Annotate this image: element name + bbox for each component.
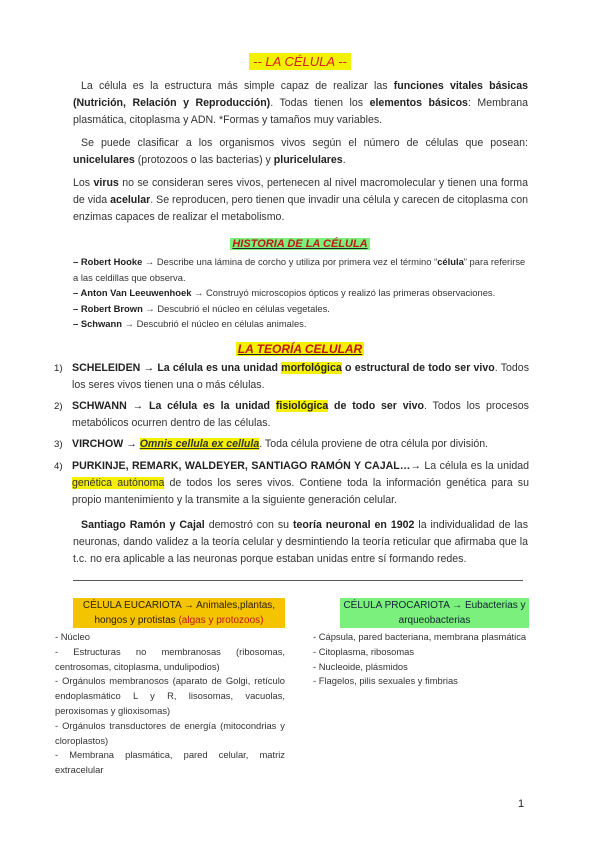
eukaryote-heading — [73, 598, 285, 628]
theory-item-1 — [54, 360, 529, 394]
prokaryote-heading: CÉLULA PROCARIOTA → Eubacterias y arqueobacterias — [340, 598, 529, 628]
intro-p2-bold2: pluricelulares — [273, 154, 343, 166]
intro-paragraph-2 — [73, 135, 528, 169]
cajal-bold: Santiago Ramón y Cajal — [81, 519, 205, 531]
intro-p1-text2: . Todas tienen los — [270, 97, 370, 109]
theory-bold: PURKINJE, REMARK, WALDEYER, SANTIAGO RAMÓN Y CAJAL… — [72, 460, 411, 472]
theory-number: 3) — [54, 439, 63, 450]
intro-p3-text: Los — [73, 177, 94, 189]
list-item: - Estructuras no membranosas (ribosomas, centrosomas, citoplasma, undulipodios) — [55, 645, 285, 672]
cajal-paragraph — [73, 517, 528, 568]
theory-number: 4) — [54, 461, 63, 472]
intro-p1-text: La célula es la estructura más simple capaz de realizar las — [81, 80, 394, 92]
theory-bold: SCHELEIDEN → La célula es una unidad — [72, 362, 282, 374]
theory-normal2: de todos los seres vivos. Contiene toda la información genética para su propio mantenimiento y la transmite a la siguiente generación celular. — [72, 477, 529, 506]
theory-text — [72, 458, 529, 509]
list-item: - Cápsula, pared bacteriana, membrana plasmática — [313, 631, 527, 642]
title-row — [0, 53, 600, 71]
list-item: - Membrana plasmática, pared celular, matriz extracelular — [55, 749, 285, 776]
theory-normal: . Toda célula proviene de otra célula por división. — [259, 438, 489, 450]
cajal-text: demostró con su — [204, 519, 293, 531]
intro-p1-bold2: elementos básicos — [369, 97, 468, 109]
history-item-name: – Schwann — [73, 318, 122, 329]
theory-item-2 — [54, 398, 529, 432]
history-list — [73, 254, 533, 332]
history-item — [73, 301, 533, 317]
list-item: - Orgánulos transductores de energía (mitocondrias y cloroplastos) — [55, 719, 285, 746]
theory-heading: LA TEORÍA CELULAR — [237, 342, 363, 356]
history-item-tail: ” para referirse a las celdillas que observa. — [73, 256, 526, 283]
theory-normal: . Todos los procesos metabólicos ocurren dentro de las células. — [72, 400, 529, 429]
theory-number: 1) — [54, 363, 63, 374]
list-item: - Citoplasma, ribosomas — [313, 645, 415, 657]
eukaryote-heading-a: CÉLULA EUCARIOTA → — [82, 600, 194, 611]
intro-p3-bold: virus — [93, 177, 119, 189]
history-heading: HISTORIA DE LA CÉLULA — [232, 238, 368, 250]
cajal-text2: la individualidad de las neuronas, dando validez a la teoría celular y desmintiendo la teoría reticular que afirmaba que la t.c. no era aplicable a las neuronas porque estaban unidas entre sí formando redes. — [73, 519, 528, 565]
section-divider — [73, 580, 523, 581]
theory-normal: → La célula es la unidad — [410, 460, 529, 472]
history-item — [73, 316, 533, 332]
intro-paragraph-1 — [73, 78, 528, 129]
theory-item-3 — [54, 436, 529, 453]
history-item-name: – Anton Van Leeuwenhoek — [73, 287, 192, 298]
list-item: - Flagelos, pilis sexuales y fimbrias — [313, 675, 458, 687]
theory-highlight: morfológica — [281, 362, 342, 374]
eukaryote-list — [55, 630, 285, 778]
theory-highlight: fisiológica — [275, 400, 329, 412]
list-item: - Orgánulos membranosos (aparato de Golgi, retículo endoplasmático L y R, lisosomas, vacuolas, peroxisomas y glioxisomas) — [55, 675, 285, 716]
theory-bold2: de todo ser vivo — [328, 400, 424, 412]
intro-p2-bold: unicelulares — [73, 154, 135, 166]
eukaryote-heading-b: Animales,plantas, hongos y protistas — [94, 600, 276, 626]
eukaryote-heading-c: (algas y protozoos) — [175, 615, 264, 626]
intro-p2-text3: . — [342, 154, 346, 166]
list-item: - Nucleoide, plásmidos — [313, 660, 408, 672]
theory-highlight: Omnis cellula ex cellula — [139, 438, 260, 450]
intro-p3-text3: . Se reproducen, pero tienen que invadir una célula y carecen de citoplasma con enzimas capaces de realizar el metabolismo. — [73, 194, 528, 223]
theory-highlight: genética autónoma — [72, 477, 165, 489]
intro-p2-text2: (protozoos o las bacterias) y — [134, 154, 274, 166]
history-item-text: → Construyó microscopios ópticos y realizó las primeras observaciones. — [191, 287, 496, 298]
theory-item-4 — [54, 458, 529, 509]
history-item-bold: célula — [437, 256, 464, 267]
history-item-name: – Robert Hooke — [73, 256, 143, 267]
theory-heading-row — [0, 342, 600, 356]
theory-normal: . Todos los seres vivos tienen una o más células. — [72, 362, 529, 391]
intro-p2-text: Se puede clasificar a los organismos vivos según el número de células que posean: — [81, 137, 528, 149]
history-item-text: → Describe una lámina de corcho y utiliza por primera vez el término “ — [142, 256, 438, 267]
intro-p3-text2: no se consideran seres vivos, pertenecen al nivel macromolecular y tienen una forma de vida — [73, 177, 529, 206]
theory-bold2: o estructural de todo ser vivo — [341, 362, 495, 374]
history-heading-row — [0, 238, 600, 250]
intro-paragraph-3 — [73, 175, 528, 226]
page-number: 1 — [518, 798, 525, 810]
intro-p3-bold2: acelular — [110, 194, 151, 206]
list-item: - Núcleo — [55, 631, 90, 642]
theory-number: 2) — [54, 401, 63, 412]
cajal-bold2: teoría neuronal en 1902 — [293, 519, 415, 531]
history-item-name: – Robert Brown — [73, 302, 143, 314]
theory-text — [72, 436, 529, 453]
history-item-text: → Descubrió el núcleo en células animales. — [121, 318, 307, 329]
intro-p1-text3: : Membrana plasmática, citoplasma y ADN. *Formas y tamaños muy variables. — [73, 97, 529, 126]
history-item-text: → Descubrió el núcleo en células vegetales. — [142, 302, 330, 314]
theory-text — [72, 360, 529, 394]
prokaryote-list — [313, 630, 553, 689]
theory-bold: VIRCHOW → — [72, 438, 140, 450]
page-title: -- LA CÉLULA -- — [249, 53, 351, 70]
theory-text — [72, 398, 529, 432]
history-item — [73, 285, 533, 301]
history-item — [73, 254, 533, 285]
theory-bold: SCHWANN → La célula es la unidad — [72, 400, 276, 412]
intro-p1-bold: funciones vitales básicas (Nutrición, Relación y Reproducción) — [73, 80, 528, 109]
